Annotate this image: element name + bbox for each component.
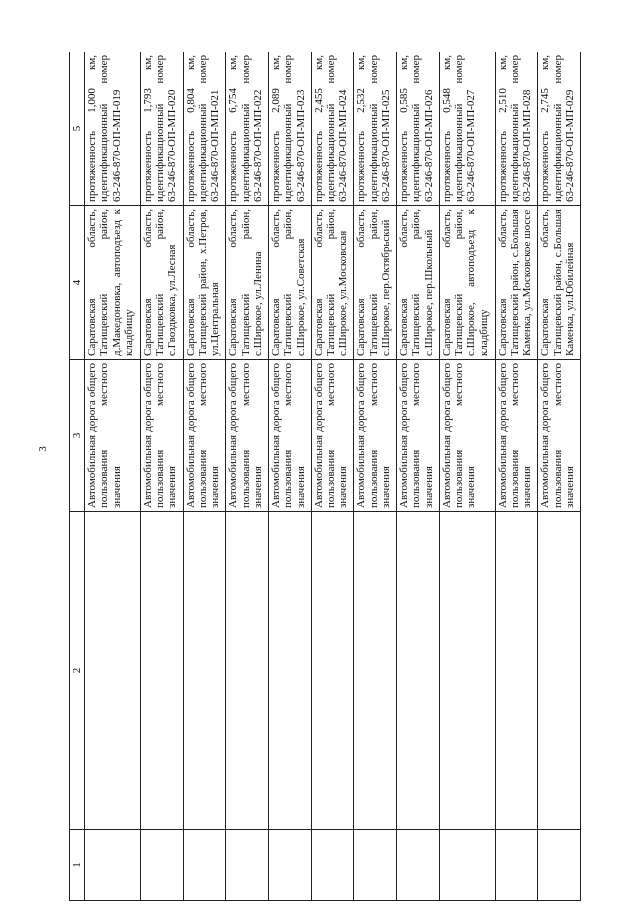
table-cell-c3: Автомобильная дорога общего пользования местного значения — [311, 360, 354, 512]
table-cell-c1 — [226, 830, 269, 901]
table-cell-c5: протяженность 2,532 км, идентификационный номер 63-246-870-ОП-МП-025 — [354, 52, 397, 206]
table-cell-c2 — [495, 512, 538, 830]
table-cell-c1 — [85, 830, 141, 901]
table-cell-c2 — [538, 512, 581, 830]
table-cell-c4: Саратовская область, Татищевский район, с.Широкое, ул.Московская — [311, 206, 354, 360]
table-row — [538, 52, 581, 901]
table-cell-c3: Автомобильная дорога общего пользования местного значения — [140, 360, 183, 512]
table-cell-c4: Саратовская область, Татищевский район, д.Македоновка, автоподъезд к кладбищу — [85, 206, 141, 360]
table-cell-c4: Саратовская область, Татищевский район, с.Широкое, пер.Школьный — [396, 206, 439, 360]
table-cell-c1 — [140, 830, 183, 901]
table-cell-c3: Автомобильная дорога общего пользования местного значения — [226, 360, 269, 512]
table-cell-c2 — [85, 512, 141, 830]
table-cell-c5: протяженность 0,548 км, идентификационный номер 63-246-870-ОП-МП-027 — [439, 52, 495, 206]
table-cell-c1 — [396, 830, 439, 901]
table-cell-c5: протяженность 1,000 км, идентификационный номер 63-246-870-ОП-МП-019 — [85, 52, 141, 206]
table-cell-c1 — [183, 830, 226, 901]
header-col-3: 3 — [70, 360, 85, 512]
table-cell-c4: Саратовская область, Татищевский район, с.Большая Каменка, ул.Юбилейная — [538, 206, 581, 360]
table-cell-c1 — [439, 830, 495, 901]
table-cell-c4: Саратовская область, Татищевский район, с.Широкое, ул.Советская — [268, 206, 311, 360]
header-col-4: 4 — [70, 206, 85, 360]
table-row — [226, 52, 269, 901]
table-cell-c4: Саратовская область, Татищевский район, с.Широкое, автоподъезд к кладбищу — [439, 206, 495, 360]
table-row — [439, 52, 495, 901]
page-number: 3 — [36, 446, 49, 452]
table-cell-c2 — [140, 512, 183, 830]
table-cell-c3: Автомобильная дорога общего пользования местного значения — [183, 360, 226, 512]
table-cell-c2 — [226, 512, 269, 830]
header-col-5: 5 — [70, 52, 85, 206]
table-cell-c1 — [495, 830, 538, 901]
header-col-2: 2 — [70, 512, 85, 830]
table-cell-c4: Саратовская область, Татищевский район, с.Большая Каменка, ул.Московское шоссе — [495, 206, 538, 360]
table-cell-c4: Саратовская область, Татищевский район, х.Петров, ул.Центральная — [183, 206, 226, 360]
header-row — [70, 52, 85, 901]
table-cell-c1 — [268, 830, 311, 901]
table-row — [495, 52, 538, 901]
table-cell-c4: Саратовская область, Татищевский район, с.Гвоздковка, ул.Лесная — [140, 206, 183, 360]
table-cell-c5: протяженность 2,455 км, идентификационный номер 63-246-870-ОП-МП-024 — [311, 52, 354, 206]
table-row — [354, 52, 397, 901]
table-cell-c3: Автомобильная дорога общего пользования местного значения — [354, 360, 397, 512]
table-cell-c4: Саратовская область, Татищевский район, с.Широкое, пер.Октябрьский — [354, 206, 397, 360]
table-cell-c5: протяженность 2,089 км, идентификационный номер 63-246-870-ОП-МП-023 — [268, 52, 311, 206]
table-cell-c3: Автомобильная дорога общего пользования местного значения — [268, 360, 311, 512]
table-cell-c4: Саратовская область, Татищевский район, с.Широкое, ул.Ленина — [226, 206, 269, 360]
rotated-document — [69, 52, 581, 901]
document-viewport — [69, 52, 581, 901]
header-col-1: 1 — [70, 830, 85, 901]
table-cell-c2 — [354, 512, 397, 830]
table-cell-c5: протяженность 6,754 км, идентификационный номер 63-246-870-ОП-МП-022 — [226, 52, 269, 206]
table-cell-c1 — [311, 830, 354, 901]
table-cell-c5: протяженность 0,585 км, идентификационный номер 63-246-870-ОП-МП-026 — [396, 52, 439, 206]
roads-table — [69, 52, 581, 901]
table-row — [85, 52, 141, 901]
table-cell-c1 — [538, 830, 581, 901]
table-row — [183, 52, 226, 901]
table-cell-c1 — [354, 830, 397, 901]
table-row — [311, 52, 354, 901]
table-cell-c2 — [268, 512, 311, 830]
table-cell-c5: протяженность 2,745 км, идентификационный номер 63-246-870-ОП-МП-029 — [538, 52, 581, 206]
table-cell-c2 — [311, 512, 354, 830]
table-row — [396, 52, 439, 901]
table-cell-c3: Автомобильная дорога общего пользования местного значения — [538, 360, 581, 512]
table-cell-c2 — [439, 512, 495, 830]
table-cell-c5: протяженность 0,804 км, идентификационный номер 63-246-870-ОП-МП-021 — [183, 52, 226, 206]
table-cell-c5: протяженность 1,793 км, идентификационный номер 63-246-870-ОП-МП-020 — [140, 52, 183, 206]
table-cell-c2 — [183, 512, 226, 830]
table-cell-c3: Автомобильная дорога общего пользования местного значения — [495, 360, 538, 512]
table-row — [140, 52, 183, 901]
table-cell-c3: Автомобильная дорога общего пользования местного значения — [439, 360, 495, 512]
table-cell-c5: протяженность 2,510 км, идентификационный номер 63-246-870-ОП-МП-028 — [495, 52, 538, 206]
table-row — [268, 52, 311, 901]
table-cell-c3: Автомобильная дорога общего пользования местного значения — [396, 360, 439, 512]
table-cell-c3: Автомобильная дорога общего пользования местного значения — [85, 360, 141, 512]
table-body — [85, 52, 581, 901]
table-cell-c2 — [396, 512, 439, 830]
